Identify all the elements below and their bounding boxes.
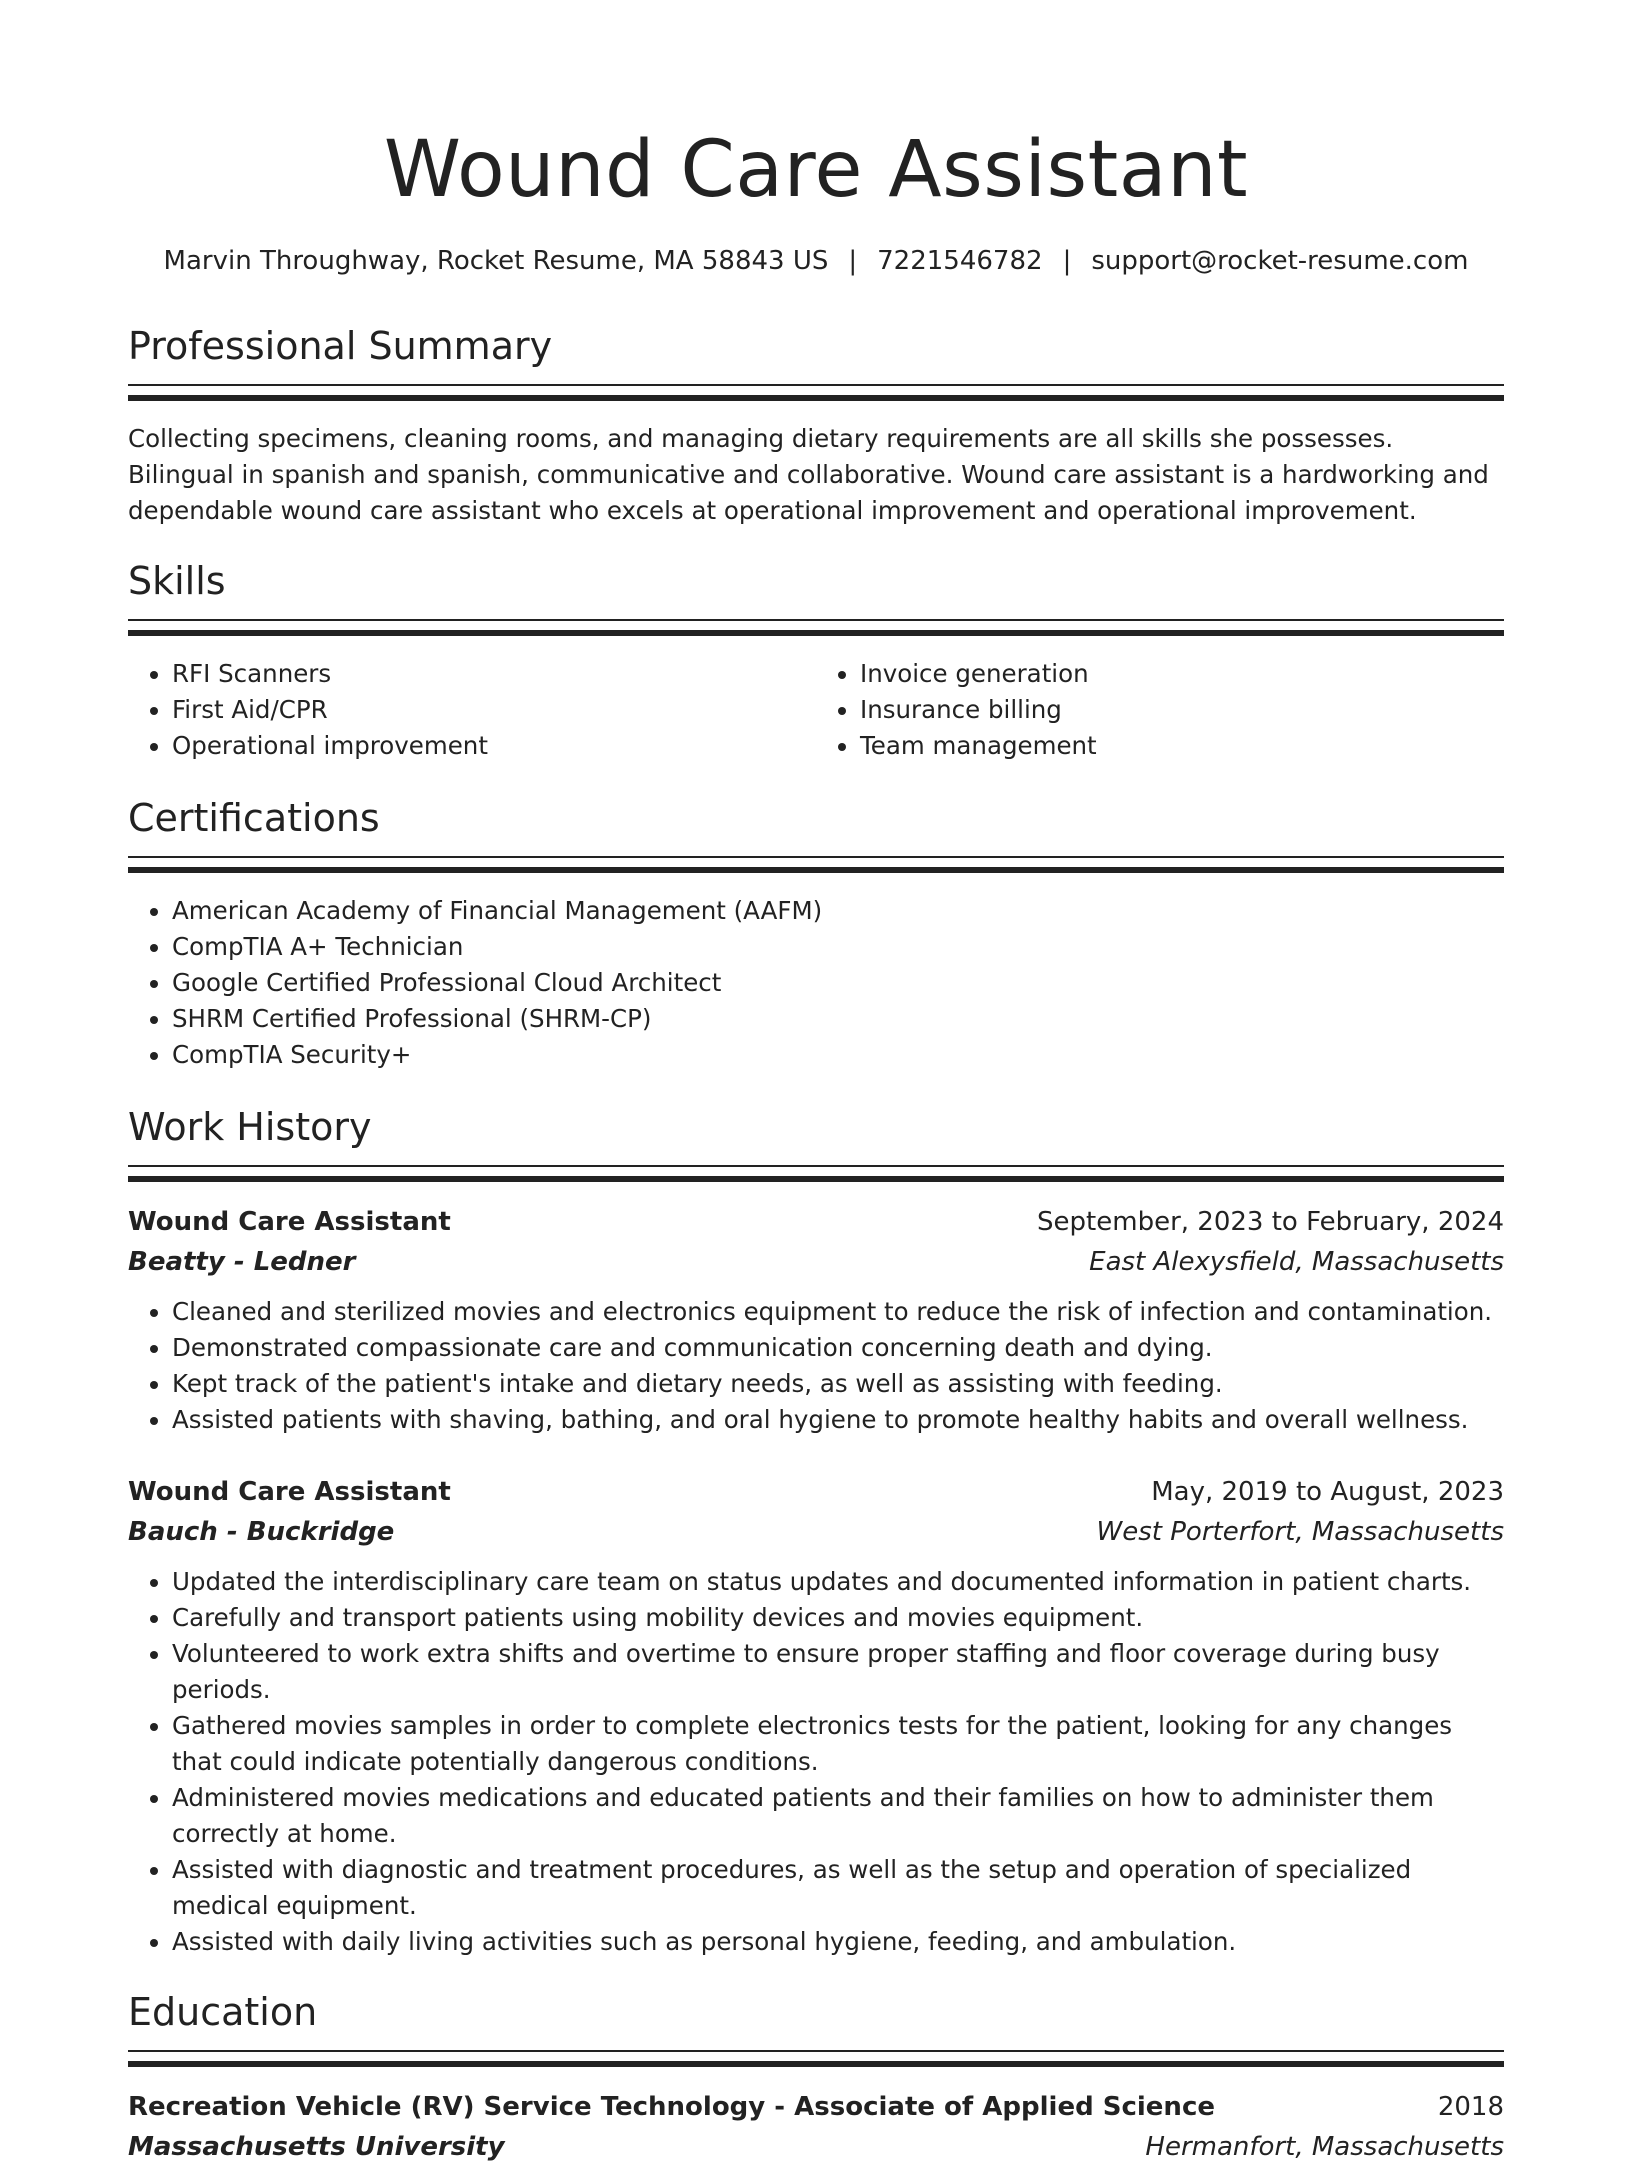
skills-grid: [128, 656, 1504, 764]
section-heading: Professional Summary: [128, 324, 553, 368]
section-divider: [128, 1165, 1504, 1182]
job-subheader: [128, 1242, 1504, 1282]
list-item: • Administered movies medications and educated patients and their families on how to administer them correctly at home.: [172, 1780, 1504, 1852]
list-item: • Volunteered to work extra shifts and overtime to ensure proper staffing and floor coverage during busy periods.: [172, 1636, 1504, 1708]
job-entry: [128, 1472, 1504, 1960]
job-title: Wound Care Assistant: [128, 1207, 451, 1237]
job-entry: [128, 1202, 1504, 1438]
section-heading: Work History: [128, 1105, 372, 1149]
work-history-section: [128, 1105, 1504, 1960]
list-item: • Assisted patients with shaving, bathing, and oral hygiene to promote healthy habits and overall wellness.: [172, 1402, 1504, 1438]
list-item: • Invoice generation: [860, 656, 1504, 692]
list-item: • Updated the interdisciplinary care team on status updates and documented information in patient charts.: [172, 1564, 1504, 1600]
list-item: • Kept track of the patient's intake and dietary needs, as well as assisting with feeding.: [172, 1366, 1504, 1402]
education-section: [128, 1990, 1504, 2167]
contact-address: Marvin Throughway, Rocket Resume, MA 58843 US: [163, 246, 829, 276]
list-item: • Gathered movies samples in order to complete electronics tests for the patient, looking for any changes that could indicate potentially dangerous conditions.: [172, 1708, 1504, 1780]
education-entry: [128, 2087, 1504, 2167]
section-heading: Skills: [128, 559, 226, 603]
list-item: • Cleaned and sterilized movies and electronics equipment to reduce the risk of infection and contamination.: [172, 1294, 1504, 1330]
list-item: • SHRM Certified Professional (SHRM-CP): [172, 1001, 1504, 1037]
section-divider: [128, 856, 1504, 873]
job-bullets: [128, 1564, 1504, 1960]
section-heading: Certifications: [128, 796, 380, 840]
job-company: Beatty - Ledner: [128, 1247, 356, 1277]
list-item: • Carefully and transport patients using mobility devices and movies equipment.: [172, 1600, 1504, 1636]
job-title: Wound Care Assistant: [128, 1477, 451, 1507]
list-item: • Team management: [860, 728, 1504, 764]
job-location: East Alexysfield, Massachusetts: [1089, 1247, 1504, 1277]
job-header: [128, 1472, 1504, 1512]
list-item: • Assisted with daily living activities such as personal hygiene, feeding, and ambulation.: [172, 1924, 1504, 1960]
section-divider: [128, 619, 1504, 636]
resume-title: Wound Care Assistant: [383, 125, 1249, 215]
job-company: Bauch - Buckridge: [128, 1517, 395, 1547]
list-item: • Google Certified Professional Cloud Architect: [172, 965, 1504, 1001]
list-item: • First Aid/CPR: [172, 692, 816, 728]
job-dates: September, 2023 to February, 2024: [1037, 1207, 1504, 1237]
list-item: • CompTIA A+ Technician: [172, 929, 1504, 965]
education-header: [128, 2087, 1504, 2127]
skills-list-left: [128, 656, 816, 764]
job-subheader: [128, 1512, 1504, 1552]
list-item: • Operational improvement: [172, 728, 816, 764]
list-item: • American Academy of Financial Management (AAFM): [172, 893, 1504, 929]
job-header: [128, 1202, 1504, 1242]
contact-phone: 7221546782: [877, 246, 1043, 276]
education-subheader: [128, 2127, 1504, 2167]
section-divider: [128, 384, 1504, 401]
summary-section: [128, 324, 1504, 529]
job-dates: May, 2019 to August, 2023: [1151, 1477, 1504, 1507]
contact-separator: |: [848, 246, 858, 276]
list-item: • CompTIA Security+: [172, 1037, 1504, 1073]
section-heading: Education: [128, 1990, 318, 2034]
education-location: Hermanfort, Massachusetts: [1145, 2132, 1504, 2162]
summary-text: Collecting specimens, cleaning rooms, and managing dietary requirements are all skills she possesses. Bilingual in spanish and spanish, communicative and collaborative. Wound care assistant is a hardworking and dependable wound care assistant who excels at operational improvement and operational improvement.: [128, 424, 1489, 525]
education-year: 2018: [1437, 2092, 1504, 2122]
contact-line: [128, 244, 1504, 278]
list-item: • Demonstrated compassionate care and communication concerning death and dying.: [172, 1330, 1504, 1366]
job-bullets: [128, 1294, 1504, 1438]
education-school: Massachusetts University: [128, 2132, 505, 2162]
certifications-section: [128, 796, 1504, 1073]
contact-email: support@rocket-resume.com: [1091, 246, 1469, 276]
section-divider: [128, 2050, 1504, 2067]
list-item: • Insurance billing: [860, 692, 1504, 728]
skills-list-right: [816, 656, 1504, 764]
list-item: • RFI Scanners: [172, 656, 816, 692]
certifications-list: [128, 893, 1504, 1073]
contact-separator: |: [1062, 246, 1072, 276]
skills-section: [128, 559, 1504, 764]
job-location: West Porterfort, Massachusetts: [1096, 1517, 1504, 1547]
education-degree: Recreation Vehicle (RV) Service Technology - Associate of Applied Science: [128, 2092, 1215, 2122]
list-item: • Assisted with diagnostic and treatment procedures, as well as the setup and operation of specialized medical equipment.: [172, 1852, 1504, 1924]
